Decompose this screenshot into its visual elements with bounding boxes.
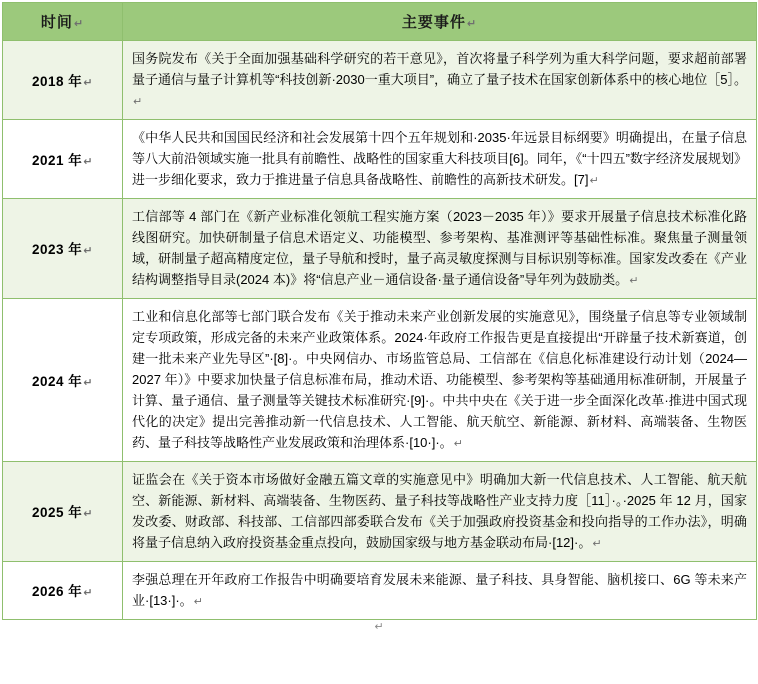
paragraph-mark: ↵	[592, 538, 602, 550]
policy-timeline-table	[2, 2, 757, 620]
column-header-time	[3, 3, 123, 41]
table-header	[3, 3, 757, 41]
table-body	[3, 41, 757, 620]
cell-time	[3, 561, 123, 619]
event-text: 《中华人民共和国国民经济和社会发展第十四个五年规划和·2035·年远景目标纲要》明确提出，在量子信息等八大前沿领域实施一批具有前瞻性、战略性的国家重大科技项目[6]。同年，《“十四五”数字经济发展规划》进一步细化要求，致力于推进量子信息具备战略性、前瞻性的高新技术研发。[7]	[132, 129, 747, 187]
table-header-row	[3, 3, 757, 41]
paragraph-mark: ↵	[83, 155, 93, 168]
page-end-mark: ↵	[374, 620, 384, 633]
table-row	[3, 198, 757, 298]
paragraph-mark: ↵	[589, 175, 599, 187]
table-row	[3, 119, 757, 198]
cell-event	[123, 198, 757, 298]
cell-event	[123, 298, 757, 461]
time-label: 2025 年	[31, 505, 83, 521]
paragraph-mark: ↵	[193, 595, 203, 608]
table-row	[3, 561, 757, 619]
paragraph-mark: ↵	[83, 76, 93, 89]
time-label: 2024 年	[31, 373, 83, 389]
paragraph-mark: ↵	[83, 376, 93, 389]
event-text: 工业和信息化部等七部门联合发布《关于推动未来产业创新发展的实施意见》，围绕量子信息等专业领域制定专项政策，形成完备的未来产业政策体系。2024·年政府工作报告更是直接提出“开辟量子技术新赛道，创建一批未来产业先导区”·[8]·。中央网信办、市场监管总局、工信部在《信息化标准建设行动计划（2024—2027 年）》中要求加快量子信息标准布局，推动术语、功能模型、参考架构等基础通用标准研制，开展量子计算、量子通信、量子测量等关键技术标准研究·[9]·。中共中央在《关于进一步全面深化改革·推进中国式现代化的决定》提出完善推动新一代信息技术、人工智能、航天航空、新能源、新材料、高端装备、生物医药、量子科技等战略性产业发展政策和治理体系·[10·]·。	[132, 308, 747, 451]
cell-time	[3, 298, 123, 461]
time-label: 2026 年	[31, 584, 83, 600]
paragraph-mark: ↵	[629, 274, 639, 287]
time-label: 2021 年	[31, 152, 83, 168]
paragraph-mark: ↵	[466, 18, 478, 30]
paragraph-mark: ↵	[83, 245, 93, 258]
cell-time	[3, 461, 123, 561]
paragraph-mark: ↵	[73, 18, 85, 30]
cell-time	[3, 41, 123, 120]
event-text: 工信部等 4 部门在《新产业标准化领航工程实施方案（2023－2035 年）》要求开展量子信息技术标准化路线图研究。加快研制量子信息术语定义、功能模型、参考架构、基准测评等基础性标准。聚焦量子测量领域，研制量子超高精度定位，量子导航和授时，量子高灵敏度探测与目标识别等标准。国家发改委在《产业结构调整指导目录(2024 本)》将“信息产业－通信设备·量子通信设备”导年列为鼓励类。	[132, 208, 747, 287]
cell-time	[3, 119, 123, 198]
table-row	[3, 41, 757, 120]
paragraph-mark: ↵	[83, 508, 93, 521]
paragraph-mark: ↵	[133, 96, 143, 109]
time-label: 2018 年	[31, 73, 83, 89]
cell-time	[3, 198, 123, 298]
event-text: 李强总理在开年政府工作报告中明确要培育发展未来能源、量子科技、具身智能、脑机接口、6G 等未来产业·[13·]·。	[132, 571, 747, 608]
cell-event	[123, 119, 757, 198]
column-header-event	[123, 3, 757, 41]
paragraph-mark: ↵	[453, 438, 463, 451]
time-label: 2023 年	[31, 242, 83, 258]
paragraph-mark: ↵	[83, 587, 93, 600]
table-row	[3, 461, 757, 561]
cell-event	[123, 41, 757, 120]
column-header-event-label: 主要事件	[401, 14, 466, 31]
event-text: 证监会在《关于资本市场做好金融五篇文章的实施意见中》明确加大新一代信息技术、人工智能、航天航空、新能源、新材料、高端装备、生物医药、量子科技等战略性产业支持力度［11］·。·2025 年 12 月，国家发改委、财政部、科技部、工信部四部委联合发布《关于加强政府投资基金和投向指导的工作办法》，明确将量子信息纳入政府投资基金重点投向，鼓励国家级与地方基金联动布局·[12]·。	[132, 471, 747, 550]
cell-event	[123, 461, 757, 561]
event-text: 国务院发布《关于全面加强基础科学研究的若干意见》，首次将量子科学列为重大科学问题，要求超前部署量子通信与量子计算机等“科技创新·2030一重大项目”，确立了量子技术在国家创新体系中的核心地位［5］。	[132, 51, 747, 88]
table-row	[3, 298, 757, 461]
cell-event	[123, 561, 757, 619]
column-header-time-label: 时间	[40, 14, 73, 31]
